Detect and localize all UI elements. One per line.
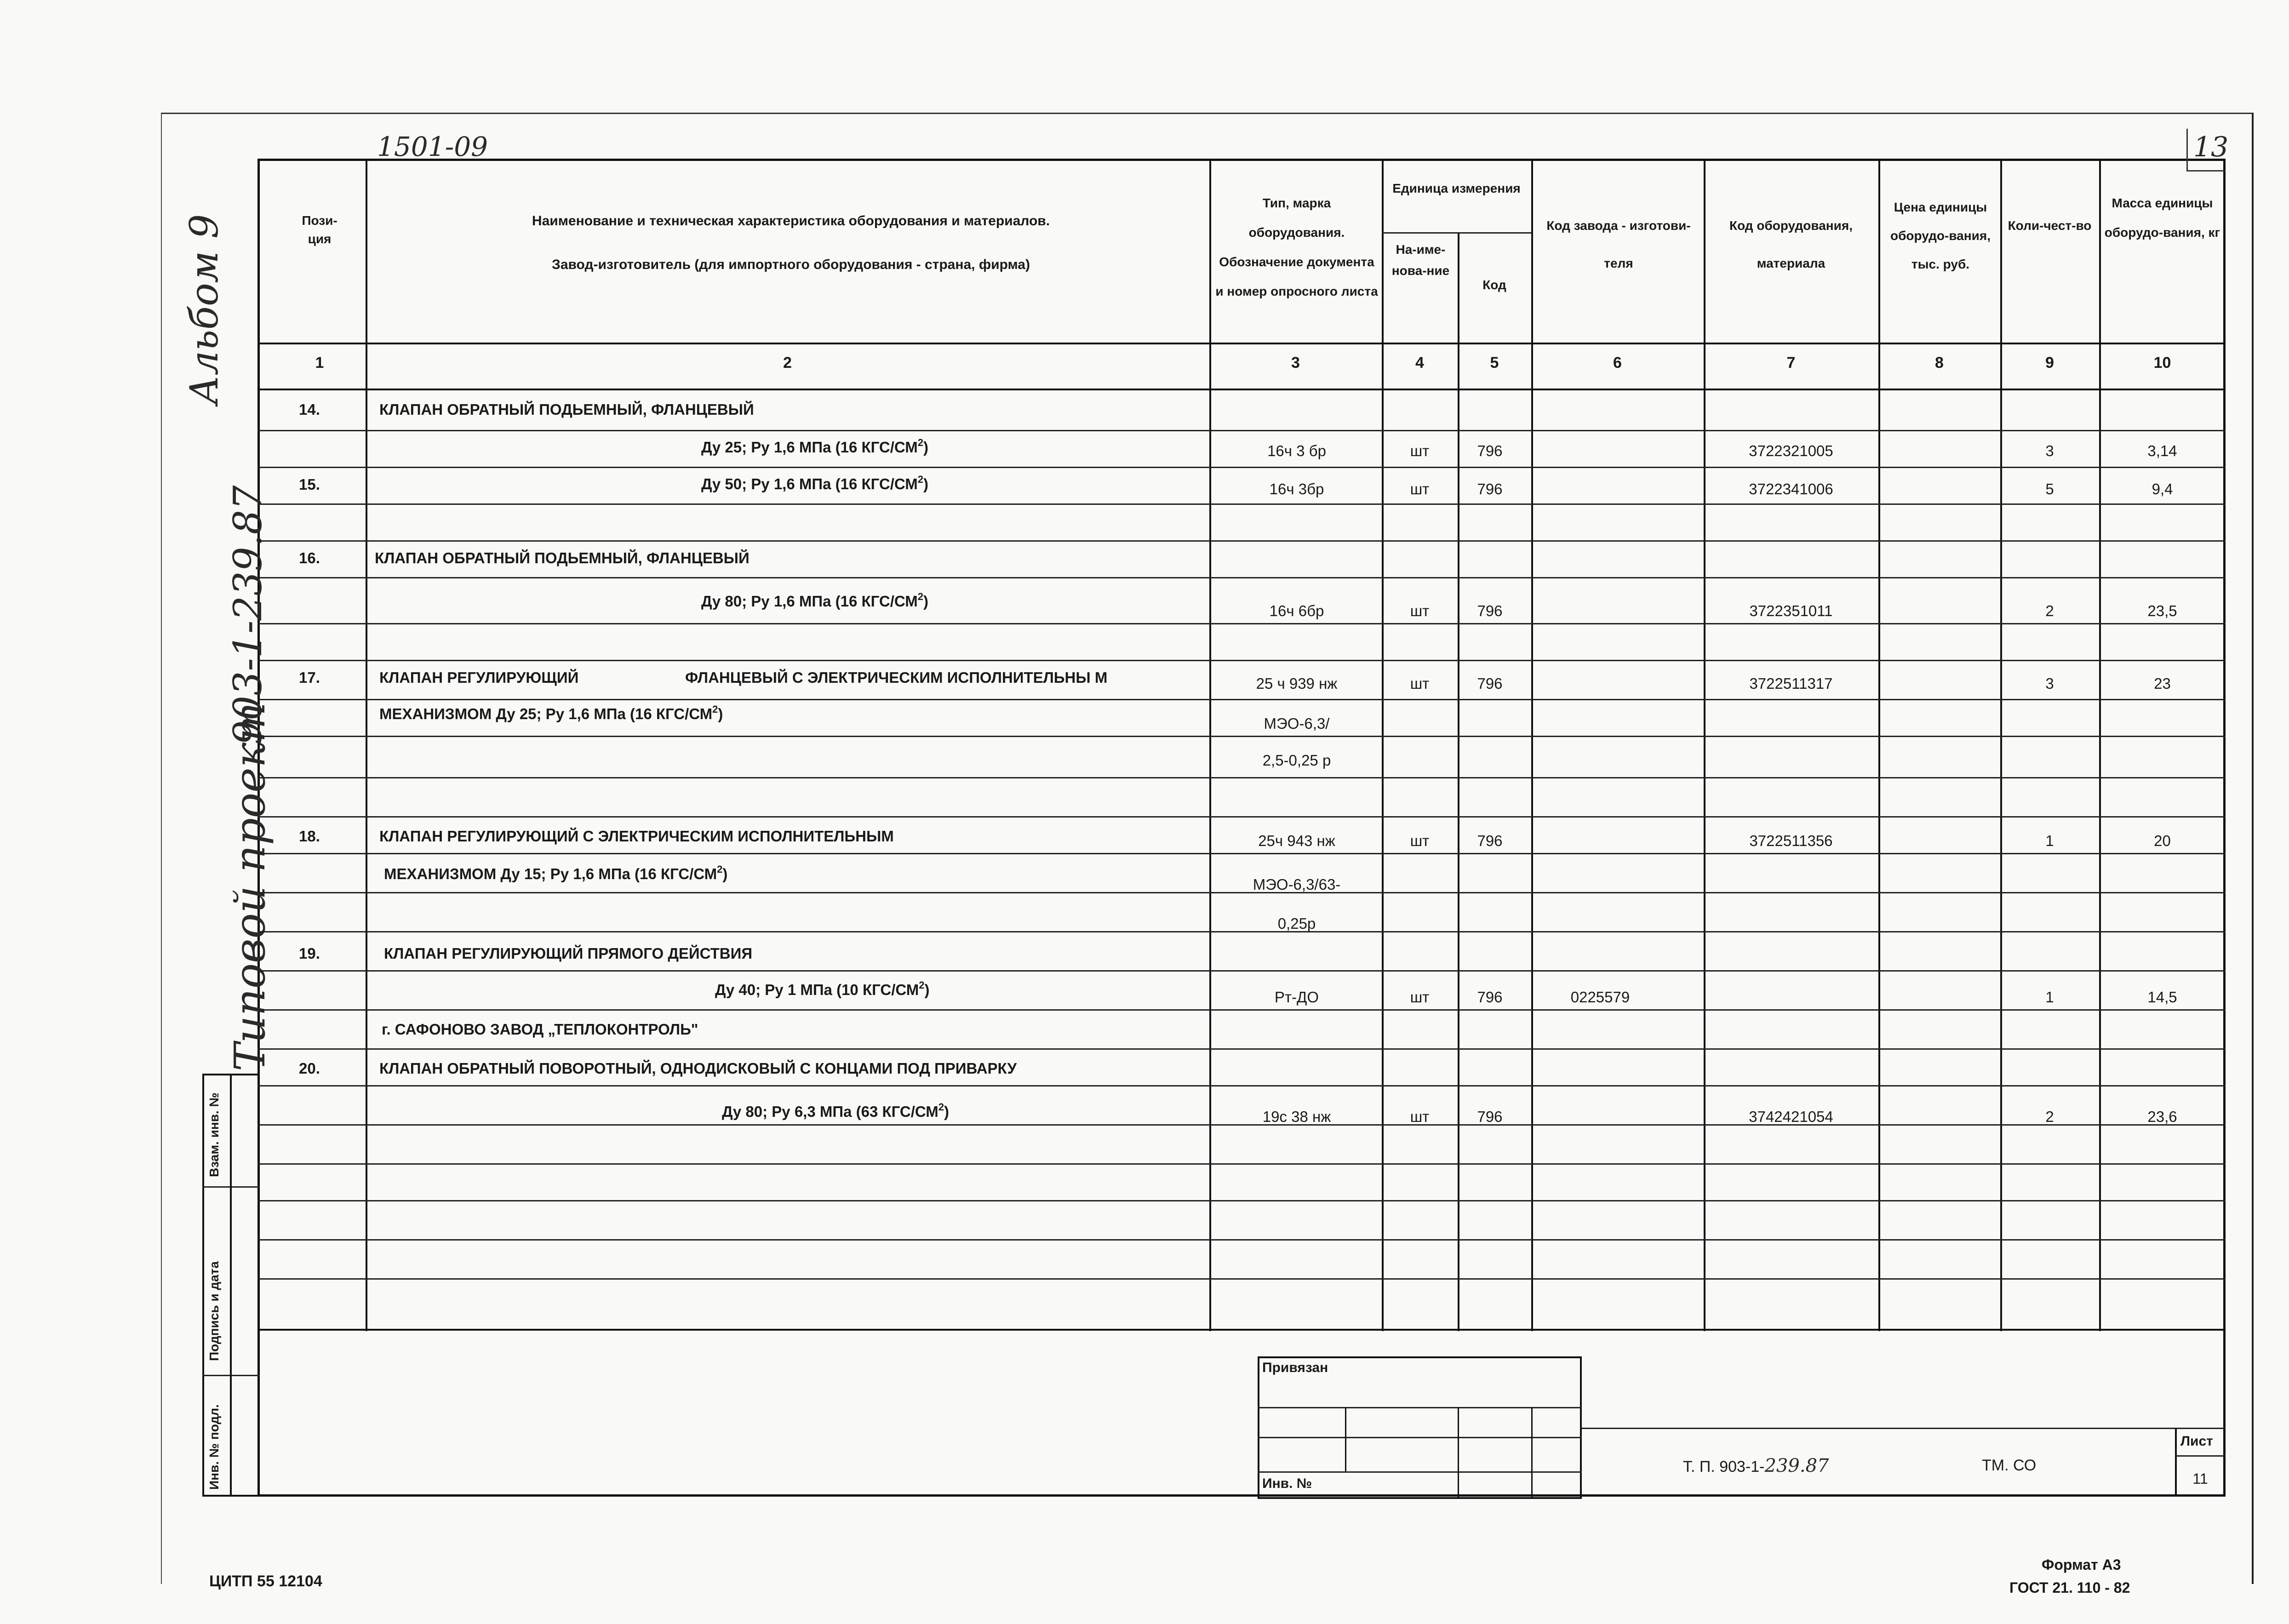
row-line: [258, 467, 2226, 468]
row-equip-code: 3722341006: [1749, 480, 1833, 497]
stamp-vline: [1458, 1407, 1459, 1499]
col-line: [1209, 159, 1211, 1331]
spec-text: МЕХАНИЗМОМ Ду 25; Ру 1,6 МПа (16 КГС/СМ: [379, 705, 713, 722]
row-name-spec: [722, 1101, 949, 1121]
spec-tail: ): [923, 593, 929, 610]
row-line: [258, 577, 2226, 578]
row-name-spec: [701, 591, 928, 610]
col-num: 3: [1291, 354, 1300, 372]
row-qty: 2: [2045, 602, 2054, 619]
row-unit: шт: [1410, 1108, 1430, 1125]
spec-tail: ): [718, 705, 723, 722]
stamp-sheet-label: Лист: [2180, 1434, 2213, 1449]
row-equip-code: 3722321005: [1749, 442, 1833, 459]
row-qty: 1: [2045, 832, 2054, 849]
row-code: 796: [1477, 480, 1503, 497]
stamp-main-line: [1582, 1428, 2226, 1429]
project-code: 903-1-239.87: [225, 485, 270, 745]
page-corner-number: 13: [2193, 131, 2229, 163]
spec-sup: 2: [938, 1101, 944, 1113]
col-header-2-line1: Наименование и техническая характеристика оборудования и материалов.: [532, 213, 1050, 229]
row-mass: 3,14: [2147, 442, 2177, 459]
col-num: 9: [2045, 354, 2054, 372]
row-equip-code: 3722351011: [1749, 602, 1833, 619]
row-name-spec: [701, 437, 928, 456]
row-pos: 18.: [299, 828, 320, 845]
side-stamp-label: Подпись и дата: [207, 1261, 221, 1361]
col-header-1: [276, 212, 363, 248]
col-num: 10: [2153, 354, 2171, 372]
stamp-line: [1258, 1471, 1582, 1473]
row-name: КЛАПАН ОБРАТНЫЙ ПОДЬЕМНЫЙ, ФЛАНЦЕВЫЙ: [379, 401, 754, 418]
row-equip-code: 3722511317: [1749, 675, 1833, 692]
row-line: [258, 540, 2226, 542]
col-num: 2: [783, 354, 792, 372]
row-type: МЭО-6,3/: [1264, 715, 1330, 732]
spec-sup: 2: [917, 474, 924, 485]
row-pos: 20.: [299, 1060, 320, 1077]
row-line: [258, 623, 2226, 624]
row-name-b: ФЛАНЦЕВЫЙ С ЭЛЕКТРИЧЕСКИМ ИСПОЛНИТЕЛЬНЫ М: [685, 669, 1108, 686]
row-pos: 17.: [299, 669, 320, 686]
stamp-doc-code-prefix: Т. П. 903-1-: [1683, 1458, 1765, 1475]
row-mass: 23,6: [2147, 1108, 2177, 1125]
spec-tail: ): [944, 1103, 950, 1120]
row-type: 2,5-0,25 р: [1262, 752, 1331, 769]
row-name-a: КЛАПАН РЕГУЛИРУЮЩИЙ: [379, 669, 579, 686]
col-header-3: Тип, марка оборудования. Обозначение документа и номер опросного листа: [1215, 196, 1378, 298]
stamp-section: ТМ. СО: [1982, 1457, 2037, 1474]
col-num: 8: [1935, 354, 1944, 372]
row-line: [258, 1048, 2226, 1050]
row-line: [258, 777, 2226, 778]
row-line: [258, 853, 2226, 854]
row-unit: шт: [1410, 602, 1430, 619]
col-header-4: На-име-нова-ние: [1391, 242, 1450, 278]
row-line: [258, 1163, 2226, 1165]
col-header-10: Масса единицы оборудо-вания, кг: [2104, 196, 2220, 240]
row-mass: 9,4: [2152, 480, 2173, 497]
row-type: 25 ч 939 нж: [1256, 675, 1338, 692]
spec-tail: ): [923, 439, 929, 456]
project-label: Типовой проект: [225, 702, 275, 1071]
row-line: [258, 736, 2226, 737]
row-mass: 23,5: [2147, 602, 2177, 619]
row-code: 796: [1477, 602, 1503, 619]
row-name: КЛАПАН ОБРАТНЫЙ ПОВОРОТНЫЙ, ОДНОДИСКОВЫЙ С КОНЦАМИ ПОД ПРИВАРКУ: [379, 1060, 1017, 1077]
row-type: 16ч 6бр: [1269, 602, 1324, 619]
footer-format: Формат А3: [2042, 1556, 2121, 1573]
row-qty: 3: [2045, 675, 2054, 692]
spec-text: МЕХАНИЗМОМ Ду 15; Ру 1,6 МПа (16 КГС/СМ: [384, 865, 717, 882]
row-name: КЛАПАН РЕГУЛИРУЮЩИЙ ПРЯМОГО ДЕЙСТВИЯ: [384, 945, 753, 962]
stamp-sheet-line: [2175, 1455, 2226, 1457]
col-num: 7: [1786, 354, 1796, 372]
table-bottom-line: [258, 1329, 2226, 1331]
row-qty: 5: [2045, 480, 2054, 497]
row-line: [258, 1200, 2226, 1201]
spec-sup: 2: [917, 591, 924, 602]
unit-group-line: [1382, 232, 1531, 234]
stamp-line: [1258, 1407, 1582, 1408]
page-corner-box: [2186, 129, 2225, 172]
spec-tail: ): [722, 865, 728, 882]
row-code: 796: [1477, 989, 1503, 1006]
row-code: 796: [1477, 832, 1503, 849]
stamp-vline: [1531, 1407, 1533, 1499]
row-type: Рт-ДО: [1274, 989, 1319, 1006]
col-header-9: Коли-чест-во: [2008, 218, 2092, 233]
row-name: [379, 703, 723, 723]
col-line: [1458, 232, 1459, 1331]
col-line: [2099, 159, 2101, 1331]
spec-tail: ): [923, 475, 929, 492]
row-equip-code: 3722511356: [1749, 832, 1833, 849]
row-pos: 14.: [299, 401, 320, 418]
col-num: 1: [315, 354, 324, 372]
stamp-vline: [1345, 1407, 1346, 1471]
spec-text: Ду 40; Ру 1 МПа (10 КГС/СМ: [715, 981, 919, 998]
row-name: КЛАПАН РЕГУЛИРУЮЩИЙ С ЭЛЕКТРИЧЕСКИМ ИСПОЛНИТЕЛЬНЫМ: [379, 828, 894, 845]
row-name: г. САФОНОВО ЗАВОД „ТЕПЛОКОНТРОЛЬ": [382, 1021, 698, 1038]
stamp-sheet-number: 11: [2192, 1470, 2208, 1487]
spec-text: Ду 25; Ру 1,6 МПа (16 КГС/СМ: [701, 439, 918, 456]
row-pos: 16.: [299, 549, 320, 566]
row-unit: шт: [1410, 480, 1430, 497]
col-header-1-text: Пози- ция: [302, 213, 338, 246]
col-line: [1704, 159, 1705, 1331]
row-unit: шт: [1410, 989, 1430, 1006]
row-type: 16ч 3бр: [1269, 480, 1324, 497]
spec-tail: ): [924, 981, 930, 998]
stamp-line: [1258, 1437, 1582, 1438]
row-mass: 23: [2154, 675, 2171, 692]
footer-gost: ГОСТ 21. 110 - 82: [2009, 1579, 2130, 1596]
spec-sup: 2: [919, 979, 925, 991]
row-unit: шт: [1410, 832, 1430, 849]
footer-left-code: ЦИТП 55 12104: [209, 1573, 322, 1590]
row-name-spec: [715, 979, 930, 999]
row-factory-code: 0225579: [1570, 989, 1630, 1006]
stamp-bound-label: Привязан: [1262, 1360, 1328, 1375]
row-name: [384, 863, 727, 883]
col-num: 4: [1415, 354, 1424, 372]
side-stamp-label: Инв. № подл.: [207, 1404, 221, 1490]
row-type: МЭО-6,3/63-: [1253, 876, 1341, 893]
row-qty: 2: [2045, 1108, 2054, 1125]
doc-number: 1501-09: [377, 131, 488, 162]
col-num: 6: [1613, 354, 1622, 372]
col-line: [366, 159, 367, 1331]
col-header-5: Код: [1482, 278, 1506, 292]
col-line: [2000, 159, 2002, 1331]
row-mass: 20: [2154, 832, 2171, 849]
spec-sup: 2: [717, 863, 723, 875]
row-equip-code: 3742421054: [1749, 1108, 1833, 1125]
col-num: 5: [1490, 354, 1499, 372]
row-line: [258, 660, 2226, 661]
row-line: [258, 503, 2226, 505]
row-type: 19с 38 нж: [1262, 1108, 1331, 1125]
col-line: [1531, 159, 1533, 1331]
row-pos: 19.: [299, 945, 320, 962]
row-name: КЛАПАН ОБРАТНЫЙ ПОДЬЕМНЫЙ, ФЛАНЦЕВЫЙ: [375, 549, 750, 566]
row-type: 16ч 3 бр: [1267, 442, 1326, 459]
row-mass: 14,5: [2147, 989, 2177, 1006]
colnum-line: [258, 389, 2226, 390]
row-line: [258, 1009, 2226, 1011]
row-qty: 3: [2045, 442, 2054, 459]
row-line: [258, 699, 2226, 700]
row-line: [258, 1239, 2226, 1241]
row-line: [258, 1085, 2226, 1086]
row-unit: шт: [1410, 442, 1430, 459]
unit-group-header: Единица измерения: [1392, 181, 1521, 195]
col-line: [1878, 159, 1880, 1331]
col-header-8: Цена единицы оборудо-вания, тыс. руб.: [1890, 200, 1991, 271]
row-type: 0,25р: [1277, 915, 1316, 932]
row-line: [258, 816, 2226, 818]
row-line: [258, 430, 2226, 431]
row-unit: шт: [1410, 675, 1430, 692]
album-label: Альбом 9: [182, 214, 227, 405]
row-line: [258, 970, 2226, 972]
row-qty: 1: [2045, 989, 2054, 1006]
col-header-2-line2: Завод-изготовитель (для импортного оборудования - страна, фирма): [552, 257, 1030, 272]
stamp-doc-code-hand: 239.87: [1764, 1455, 1829, 1476]
row-pos: 15.: [299, 476, 320, 493]
spec-text: Ду 50; Ру 1,6 МПа (16 КГС/СМ: [701, 475, 918, 492]
col-header-6: Код завода - изготови-теля: [1546, 218, 1691, 270]
row-name-spec: [701, 474, 928, 493]
col-line: [1382, 159, 1384, 1331]
spec-sup: 2: [917, 437, 924, 448]
row-type: 25ч 943 нж: [1258, 832, 1335, 849]
header-line: [258, 343, 2226, 344]
side-stamp-label: Взам. инв. №: [207, 1092, 221, 1177]
stamp-doc-code: [1683, 1455, 1829, 1476]
spec-text: Ду 80; Ру 1,6 МПа (16 КГС/СМ: [701, 593, 918, 610]
row-code: 796: [1477, 442, 1503, 459]
row-code: 796: [1477, 1108, 1503, 1125]
stamp-inv-label: Инв. №: [1262, 1476, 1312, 1491]
row-line: [258, 1278, 2226, 1280]
spec-sup: 2: [712, 703, 718, 715]
spec-text: Ду 80; Ру 6,3 МПа (63 КГС/СМ: [722, 1103, 938, 1120]
side-stamp-vdiv: [230, 1074, 232, 1497]
row-code: 796: [1477, 675, 1503, 692]
col-header-7: Код оборудования, материала: [1729, 218, 1853, 270]
